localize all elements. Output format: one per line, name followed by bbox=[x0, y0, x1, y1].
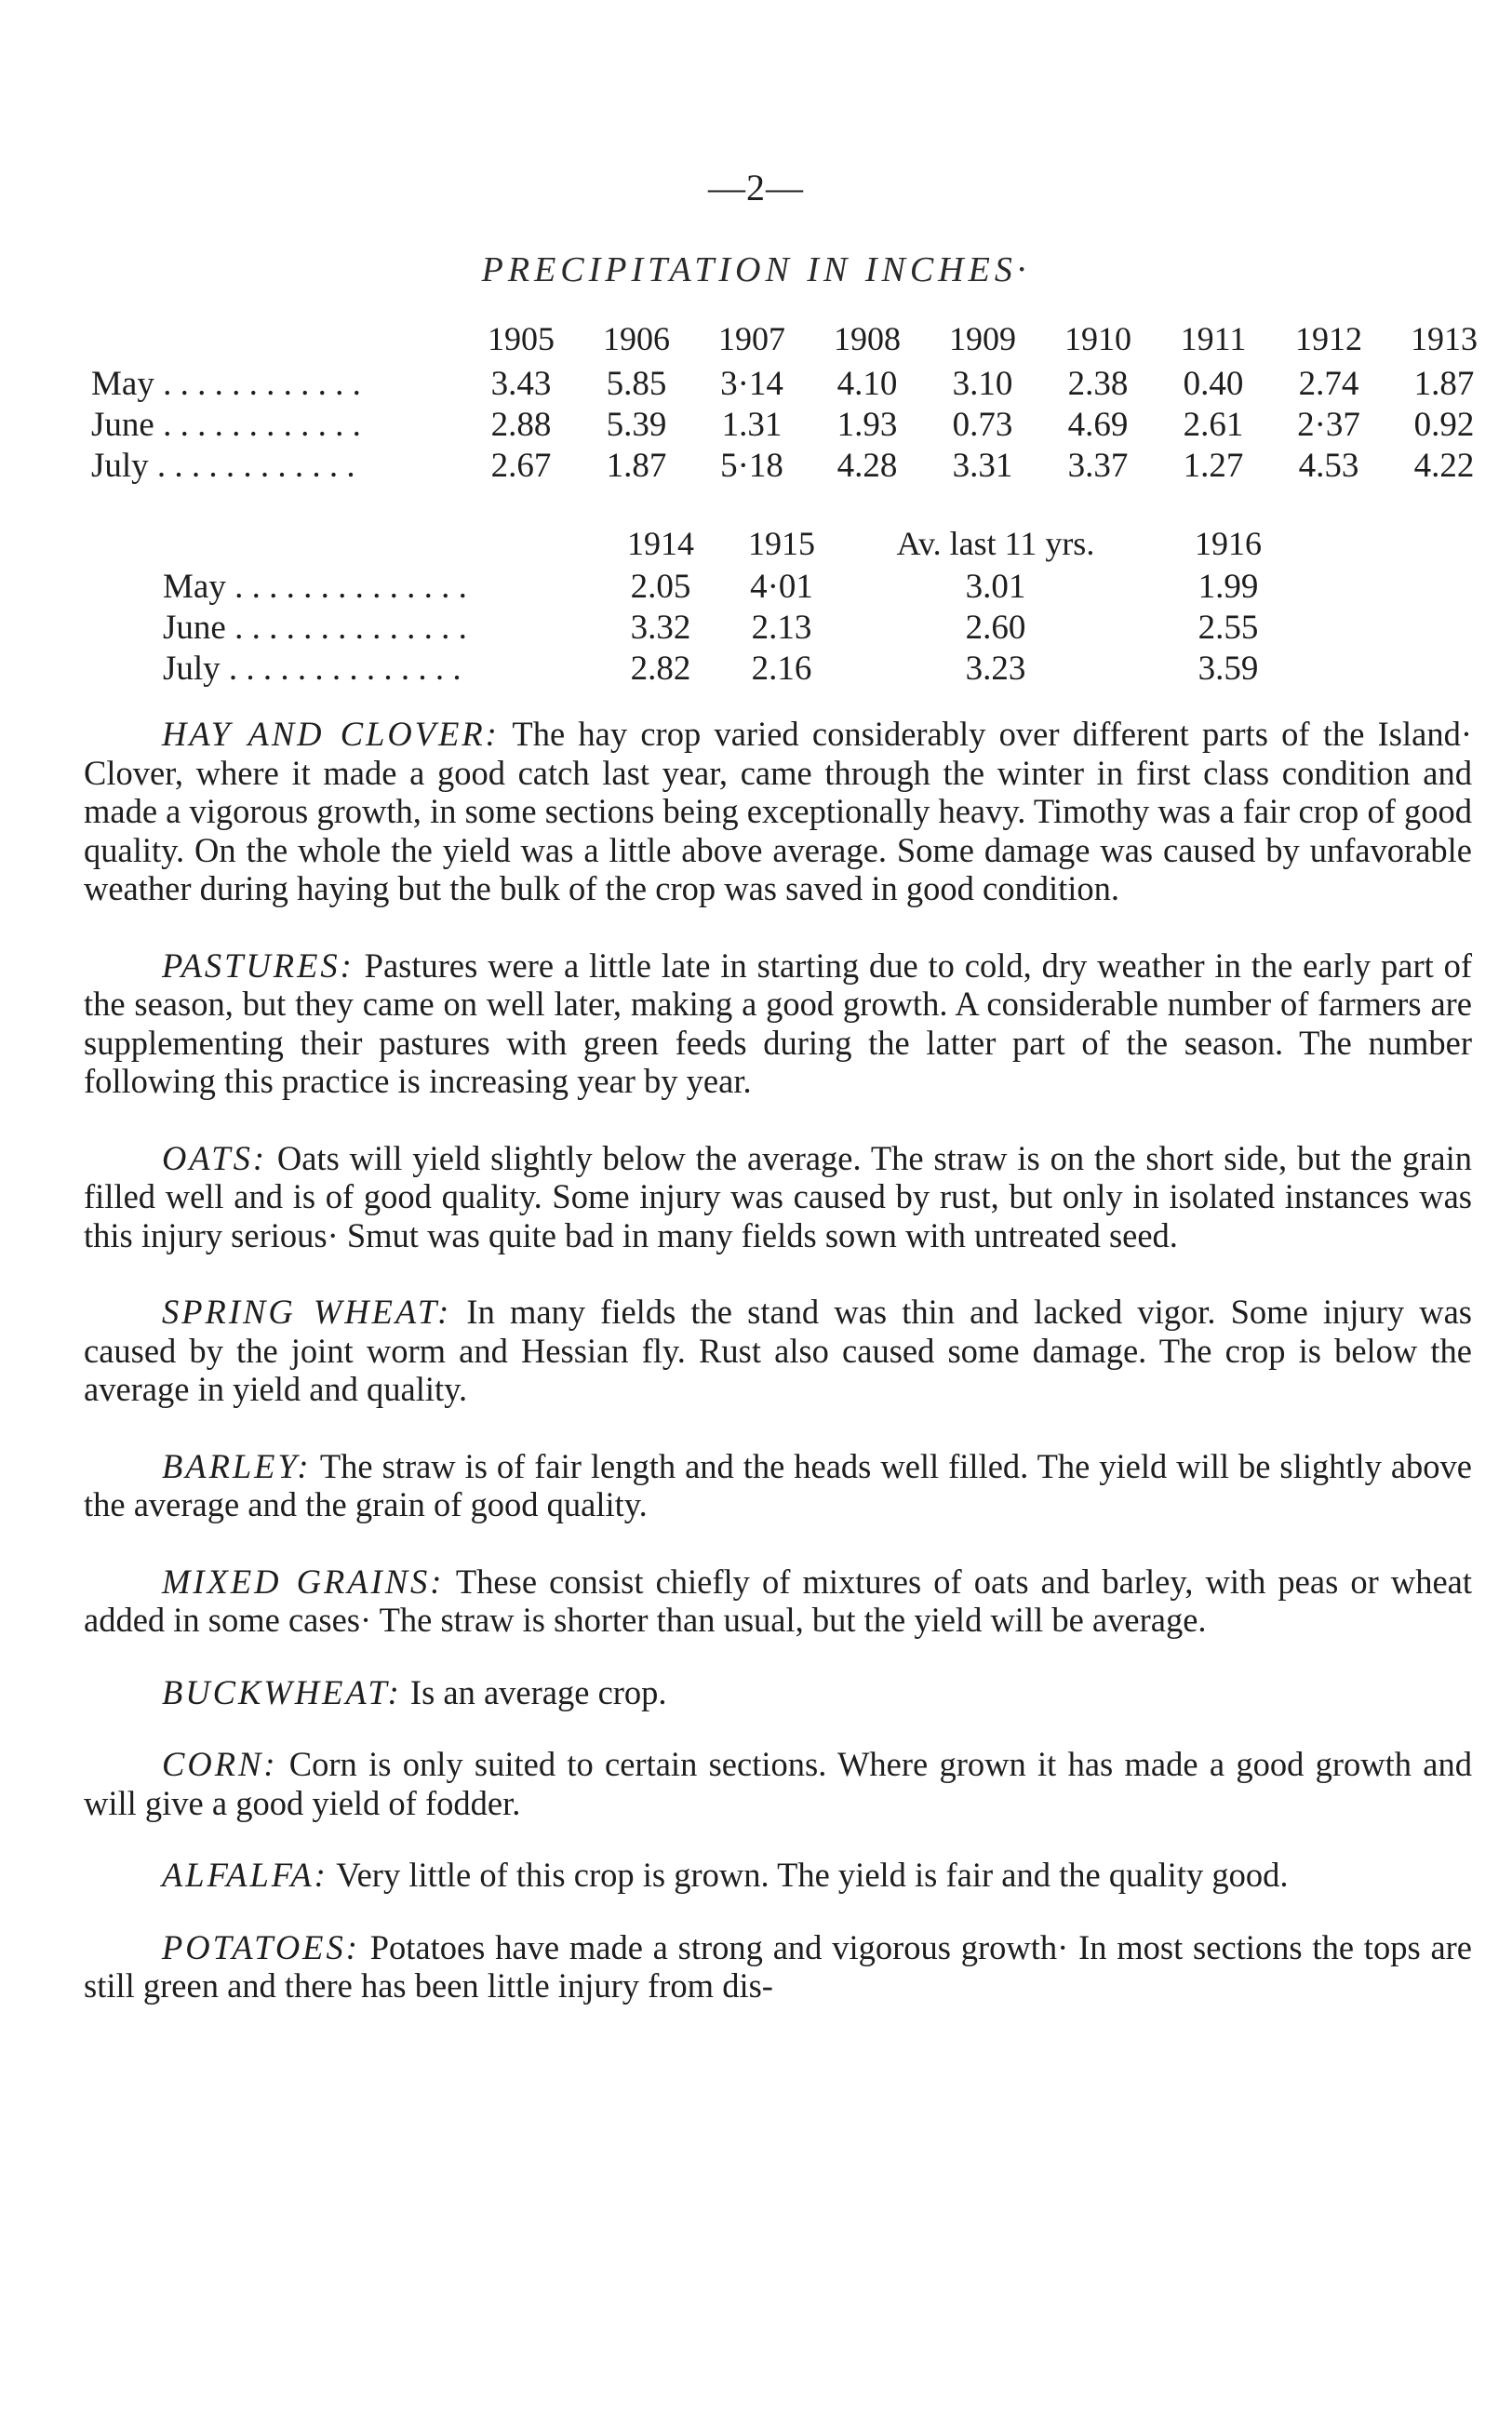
month-label: July . . . . . . . . . . . . bbox=[91, 446, 355, 485]
crop-paragraph-oats bbox=[84, 1139, 1472, 1255]
precip-average: 3.01 bbox=[965, 567, 1026, 606]
year-header: 1909 bbox=[949, 320, 1016, 357]
precip-value: 0.40 bbox=[1183, 364, 1244, 403]
year-header: 1910 bbox=[1064, 320, 1131, 357]
table-row bbox=[163, 566, 1307, 607]
precip-value: 2.38 bbox=[1067, 364, 1129, 403]
crop-text: Corn is only suited to certain sections. Where grown it has made a good growth and will give a good yield of fodder. bbox=[84, 1745, 1473, 1822]
crop-paragraph-corn bbox=[84, 1745, 1472, 1822]
crop-heading: OATS: bbox=[162, 1138, 268, 1177]
precip-value: 4.69 bbox=[1067, 405, 1129, 444]
precip-value: 0.73 bbox=[952, 405, 1013, 444]
precip-value: 3.31 bbox=[952, 446, 1013, 485]
month-label: May . . . . . . . . . . . . bbox=[91, 364, 361, 403]
page-number: —2— bbox=[708, 167, 804, 208]
precip-value: 4.28 bbox=[836, 446, 898, 485]
crop-paragraph-spring-wheat bbox=[84, 1293, 1472, 1409]
precip-value: 2.16 bbox=[751, 649, 812, 688]
crop-text: Very little of this crop is grown. The yield is fair and the quality good. bbox=[336, 1856, 1289, 1894]
table-header-row bbox=[163, 521, 1307, 566]
year-header: 1913 bbox=[1411, 320, 1478, 357]
crop-heading: POTATOES: bbox=[162, 1927, 360, 1966]
precip-value: 1.93 bbox=[836, 405, 898, 444]
precip-value: 3.32 bbox=[630, 608, 691, 647]
precip-value: 0.92 bbox=[1413, 405, 1475, 444]
table-header-row bbox=[91, 315, 1502, 363]
precip-value: 2.82 bbox=[630, 649, 691, 688]
crop-text: Oats will yield slightly below the average. The straw is on the short side, but the grain filled well and is of good quality. Some injury was caused by rust, but only in isolated instances was this injury serious· Smut was quite bad in many fields sown with untreated seed. bbox=[84, 1138, 1473, 1254]
precip-value: 5.85 bbox=[606, 364, 667, 403]
year-header: 1908 bbox=[834, 320, 901, 357]
precip-value: 1.27 bbox=[1183, 446, 1244, 485]
crop-paragraph-mixed-grains bbox=[84, 1563, 1472, 1640]
average-header: Av. last 11 yrs. bbox=[896, 525, 1095, 562]
crop-heading: SPRING WHEAT: bbox=[162, 1293, 452, 1331]
crop-paragraph-potatoes bbox=[84, 1928, 1472, 2005]
precip-value: 2.55 bbox=[1198, 608, 1259, 647]
table-row bbox=[163, 607, 1307, 648]
precipitation-table-1905-1913 bbox=[91, 315, 1502, 486]
precip-value: 2.74 bbox=[1298, 364, 1359, 403]
precip-value: 2.61 bbox=[1183, 405, 1244, 444]
crop-paragraph-barley bbox=[84, 1447, 1472, 1524]
crop-heading: ALFALFA: bbox=[162, 1856, 328, 1894]
crop-heading: CORN: bbox=[162, 1745, 278, 1783]
crop-text: The hay crop varied considerably over different parts of the Island· Clover, where it made a good catch last year, came through the winter in first class condition and made a vigorous growth, in some sections being exceptionally heavy. Timothy was a fair crop of good quality. On the whole the yield was a little above average. Some damage was caused by unfavorable weather during haying but the bulk of the crop was saved in good condition. bbox=[84, 715, 1473, 907]
crop-text: The straw is of fair length and the heads well filled. The yield will be slightly above the average and the grain of good quality. bbox=[84, 1446, 1472, 1523]
year-header: 1914 bbox=[627, 525, 694, 562]
precip-value: 5.39 bbox=[606, 405, 667, 444]
precip-average: 3.23 bbox=[965, 649, 1026, 688]
precip-value: 2.88 bbox=[490, 405, 552, 444]
precip-value: 1.87 bbox=[606, 446, 667, 485]
section-title: PRECIPITATION IN INCHES· bbox=[481, 250, 1031, 289]
crop-paragraph-hay-and-clover bbox=[84, 715, 1472, 908]
precip-value: 3.43 bbox=[490, 364, 552, 403]
precip-value: 2.67 bbox=[490, 446, 552, 485]
month-label: June . . . . . . . . . . . . bbox=[91, 405, 361, 444]
crop-heading: PASTURES: bbox=[162, 946, 355, 985]
year-header: 1907 bbox=[718, 320, 785, 357]
month-label: July . . . . . . . . . . . . . . bbox=[163, 649, 462, 688]
precip-value: 2.13 bbox=[751, 608, 812, 647]
table-row bbox=[91, 404, 1502, 445]
precip-value: 4·01 bbox=[750, 567, 813, 606]
precip-value: 1.31 bbox=[721, 405, 783, 444]
precip-value: 4.10 bbox=[836, 364, 898, 403]
year-header: 1905 bbox=[488, 320, 555, 357]
precip-value: 5·18 bbox=[720, 446, 783, 485]
year-header: 1906 bbox=[603, 320, 670, 357]
table-row bbox=[91, 445, 1502, 486]
precip-value: 1.87 bbox=[1413, 364, 1475, 403]
table-row bbox=[91, 363, 1502, 404]
precipitation-table-1914-1916 bbox=[163, 521, 1307, 689]
table-corner bbox=[91, 315, 463, 363]
crop-heading: BUCKWHEAT: bbox=[162, 1672, 402, 1711]
precip-value: 2·37 bbox=[1297, 405, 1360, 444]
precip-value: 4.53 bbox=[1298, 446, 1359, 485]
month-label: May . . . . . . . . . . . . . . bbox=[163, 567, 467, 606]
year-header: 1911 bbox=[1180, 320, 1247, 357]
crop-paragraph-pastures bbox=[84, 946, 1472, 1101]
crop-heading: MIXED GRAINS: bbox=[162, 1562, 445, 1601]
crop-heading: BARLEY: bbox=[162, 1446, 312, 1485]
crop-text: Pastures were a little late in starting due to cold, dry weather in the early part of the season, but they came on well later, making a good growth. A considerable number of farmers are supplementing their pastures with green feeds during the latter part of the season. The number following this practice is increasing year by year. bbox=[84, 946, 1473, 1100]
table-corner bbox=[163, 521, 600, 566]
crop-paragraph-alfalfa bbox=[84, 1856, 1472, 1895]
year-header: 1915 bbox=[748, 525, 815, 562]
crop-text: These consist chiefly of mixtures of oats and barley, with peas or wheat added in some cases· The straw is shorter than usual, but the yield will be average. bbox=[84, 1562, 1472, 1639]
precip-value: 3.59 bbox=[1198, 649, 1259, 688]
crop-text: Is an average crop. bbox=[409, 1672, 667, 1711]
crop-text: Potatoes have made a strong and vigorous growth· In most sections the tops are still green and there has been little injury from dis- bbox=[84, 1927, 1472, 2005]
crop-text: In many fields the stand was thin and lacked vigor. Some injury was caused by the joint worm and Hessian fly. Rust also caused some damage. The crop is below the average in yield and quality. bbox=[84, 1293, 1472, 1408]
year-header: 1912 bbox=[1295, 320, 1362, 357]
precip-value: 1.99 bbox=[1198, 567, 1259, 606]
precip-value: 4.22 bbox=[1413, 446, 1475, 485]
precip-value: 3.10 bbox=[952, 364, 1013, 403]
month-label: June . . . . . . . . . . . . . . bbox=[163, 608, 467, 647]
precip-value: 2.05 bbox=[630, 567, 691, 606]
precip-value: 3.37 bbox=[1067, 446, 1129, 485]
crop-heading: HAY AND CLOVER: bbox=[162, 715, 500, 753]
precip-average: 2.60 bbox=[965, 608, 1026, 647]
crop-paragraph-buckwheat bbox=[84, 1673, 1472, 1712]
table-row bbox=[163, 648, 1307, 689]
crop-report bbox=[84, 715, 1472, 2005]
year-header: 1916 bbox=[1195, 525, 1262, 562]
precip-value: 3·14 bbox=[720, 364, 783, 403]
